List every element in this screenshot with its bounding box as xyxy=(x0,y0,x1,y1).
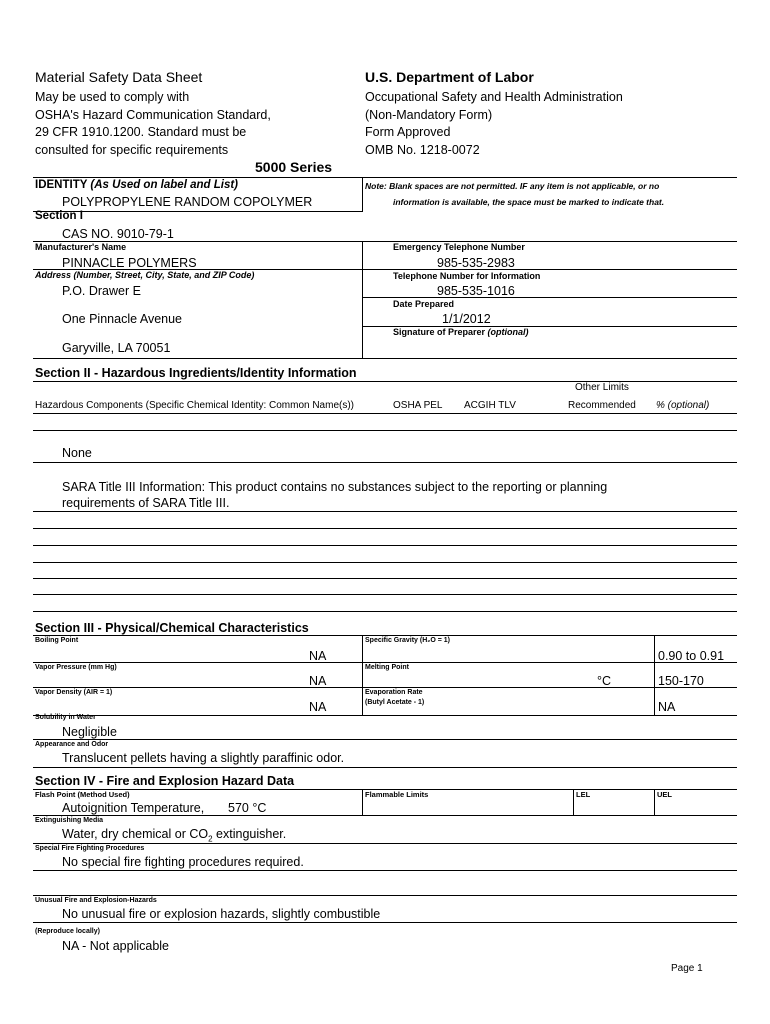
divider xyxy=(654,789,655,816)
vapor-pressure-label: Vapor Pressure (mm Hg) xyxy=(35,664,117,671)
form-title: Material Safety Data Sheet xyxy=(35,69,203,85)
note-text: information is available, the space must be marked to indicate that. xyxy=(393,197,665,207)
divider xyxy=(33,767,737,768)
cas-number[interactable]: CAS NO. 9010-79-1 xyxy=(62,227,174,241)
components-header: Hazardous Components (Specific Chemical Identity: Common Name(s)) xyxy=(35,400,355,411)
divider xyxy=(33,715,737,716)
address-line[interactable]: Garyville, LA 70051 xyxy=(62,341,171,355)
flammable-limits-label: Flammable Limits xyxy=(365,790,429,799)
page-number: Page 1 xyxy=(671,963,703,974)
series-label: 5000 Series xyxy=(255,159,333,175)
reproduce-value[interactable]: NA - Not applicable xyxy=(62,939,170,953)
vapor-density-label: Vapor Density (AIR = 1) xyxy=(35,689,113,696)
boiling-point-label: Boiling Point xyxy=(35,637,79,644)
divider xyxy=(33,177,737,178)
info-phone-label: Telephone Number for Information xyxy=(393,271,541,281)
section-2-title: Section II - Hazardous Ingredients/Identity Information xyxy=(35,366,357,380)
header-right-line: Form Approved xyxy=(365,125,451,139)
flash-point-method[interactable]: Autoignition Temperature, xyxy=(62,801,205,815)
appearance-odor[interactable]: Translucent pellets having a slightly paraffinic odor. xyxy=(62,751,345,765)
divider xyxy=(33,662,737,663)
divider xyxy=(33,815,737,816)
divider xyxy=(33,687,737,688)
header-left-line: consulted for specific requirements xyxy=(35,143,229,157)
reproduce-label: (Reproduce locally) xyxy=(35,928,100,935)
evaporation-rate-sublabel: (Butyl Acetate - 1) xyxy=(365,699,425,706)
divider xyxy=(362,241,363,359)
divider xyxy=(33,843,737,844)
identity-label: IDENTITY (As Used on label and List) xyxy=(35,179,238,191)
osha-pel-header: OSHA PEL xyxy=(393,400,443,411)
header-right-line: OMB No. 1218-0072 xyxy=(365,143,480,157)
divider xyxy=(33,358,737,359)
emergency-phone-label: Emergency Telephone Number xyxy=(393,242,525,252)
boiling-point[interactable]: NA xyxy=(309,649,327,663)
divider xyxy=(33,594,737,595)
product-name[interactable]: POLYPROPYLENE RANDOM COPOLYMER xyxy=(62,195,313,209)
date-prepared[interactable]: 1/1/2012 xyxy=(442,312,491,326)
divider xyxy=(33,922,737,923)
solubility[interactable]: Negligible xyxy=(62,725,117,739)
divider xyxy=(33,562,737,563)
ingredients-none[interactable]: None xyxy=(62,446,92,460)
divider xyxy=(362,789,363,816)
header-right-line: Occupational Safety and Health Administration xyxy=(365,90,623,104)
divider xyxy=(362,635,363,716)
header-left-line: 29 CFR 1910.1200. Standard must be xyxy=(35,125,247,139)
specific-gravity[interactable]: 0.90 to 0.91 xyxy=(658,649,725,663)
header-right-line: (Non-Mandatory Form) xyxy=(365,108,493,122)
divider xyxy=(33,545,737,546)
divider xyxy=(362,177,363,212)
divider xyxy=(33,430,737,431)
agency-title: U.S. Department of Labor xyxy=(365,69,534,85)
vapor-pressure[interactable]: NA xyxy=(309,674,327,688)
vapor-density[interactable]: NA xyxy=(309,700,327,714)
divider xyxy=(33,511,737,512)
special-procedures[interactable]: No special fire fighting procedures required. xyxy=(62,855,304,869)
divider xyxy=(33,739,737,740)
info-phone[interactable]: 985-535-1016 xyxy=(437,284,515,298)
divider xyxy=(33,241,737,242)
manufacturer-label: Manufacturer's Name xyxy=(35,242,127,252)
divider xyxy=(573,789,574,816)
acgih-tlv-header: ACGIH TLV xyxy=(464,400,516,411)
divider xyxy=(363,297,737,298)
note-text: Note: Blank spaces are not permitted. IF any item is not applicable, or no xyxy=(365,181,660,191)
section-1-title: Section I xyxy=(35,210,83,222)
sara-info[interactable]: SARA Title III Information: This product contains no substances subject to the reporting or planning xyxy=(62,480,608,494)
divider xyxy=(33,635,737,636)
percent-header: % (optional) xyxy=(656,400,710,411)
divider xyxy=(33,413,737,414)
uel-label: UEL xyxy=(657,790,672,799)
extinguishing-media-label: Extinguishing Media xyxy=(35,817,104,824)
divider xyxy=(33,381,737,382)
manufacturer-name[interactable]: PINNACLE POLYMERS xyxy=(62,256,197,270)
divider xyxy=(33,578,737,579)
other-limits-header: Other Limits xyxy=(575,382,629,393)
melting-point-label: Melting Point xyxy=(365,664,409,671)
flash-point-value[interactable]: 570 °C xyxy=(228,801,267,815)
extinguishing-media[interactable]: Water, dry chemical or $CO_2$ extinguisher. xyxy=(62,827,287,844)
sara-info[interactable]: requirements of SARA Title III. xyxy=(62,496,230,510)
solubility-label: Solubility in Water xyxy=(35,714,96,721)
evaporation-rate-label: Evaporation Rate xyxy=(365,689,423,696)
appearance-label: Appearance and Odor xyxy=(35,741,109,748)
melting-point[interactable]: 150-170 xyxy=(658,674,704,688)
divider xyxy=(33,462,737,463)
address-label: Address (Number, Street, City, State, and ZIP Code) xyxy=(35,270,255,280)
address-line[interactable]: One Pinnacle Avenue xyxy=(62,312,183,326)
divider xyxy=(33,611,737,612)
emergency-phone[interactable]: 985-535-2983 xyxy=(437,256,515,270)
divider xyxy=(33,895,737,896)
header-left-line: May be used to comply with xyxy=(35,90,190,104)
section-4-title: Section IV - Fire and Explosion Hazard Data xyxy=(35,774,295,788)
section-3-title: Section III - Physical/Chemical Characteristics xyxy=(35,621,309,635)
lel-label: LEL xyxy=(576,790,591,799)
unusual-hazards-label: Unusual Fire and Explosion-Hazards xyxy=(35,897,157,904)
address-line[interactable]: P.O. Drawer E xyxy=(62,284,141,298)
flash-point-label: Flash Point (Method Used) xyxy=(35,790,130,799)
specific-gravity-label: Specific Gravity (H₂O = 1) xyxy=(365,637,451,644)
evaporation-rate[interactable]: NA xyxy=(658,700,676,714)
melting-point-unit: °C xyxy=(597,674,612,688)
special-procedures-label: Special Fire Fighting Procedures xyxy=(35,845,145,852)
divider xyxy=(33,528,737,529)
date-prepared-label: Date Prepared xyxy=(393,299,455,309)
divider xyxy=(33,870,737,871)
divider xyxy=(654,635,655,716)
recommended-header: Recommended xyxy=(568,400,636,411)
header-left-line: OSHA's Hazard Communication Standard, xyxy=(35,108,271,122)
unusual-hazards[interactable]: No unusual fire or explosion hazards, slightly combustible xyxy=(62,907,381,921)
divider xyxy=(363,269,737,270)
signature-label: Signature of Preparer (optional) xyxy=(393,327,529,337)
